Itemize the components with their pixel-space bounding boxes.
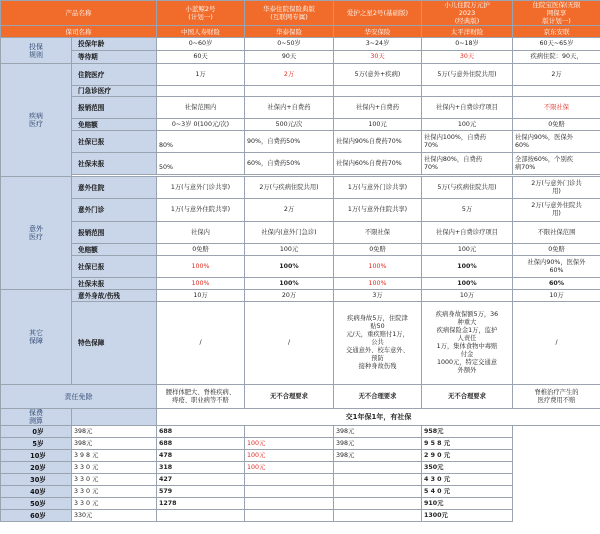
cell: 3万 [334, 290, 422, 302]
product-2-name: 华泰住院保险典版 (互联网专属) [245, 1, 334, 26]
premium-cell: 100元 [245, 462, 334, 474]
cell [422, 86, 513, 97]
insurer-4: 太平洋财险 [422, 26, 513, 38]
label-accident-inpatient: 意外住院 [72, 177, 157, 199]
cell: 0免赔 [513, 119, 600, 131]
cell: 10万 [422, 290, 513, 302]
cell: 2万 [245, 199, 334, 222]
cell: 社保内+自费诊疗项目 [422, 222, 513, 244]
premium-age-label: 50岁 [1, 498, 72, 510]
cell: 脊椎治疗产生的 医疗费用不赔 [513, 385, 600, 409]
cell: 60天~65岁 [513, 38, 600, 51]
cell: / [245, 302, 334, 385]
cell: 20万 [245, 290, 334, 302]
cell: 100% [422, 278, 513, 290]
premium-cell: 958元 [422, 426, 513, 438]
insurer-2: 华泰保险 [245, 26, 334, 38]
cell: 5万(意外+疾病) [334, 64, 422, 86]
cell: 100元 [422, 119, 513, 131]
product-1-name: 小蓝鲸2号 (计划一) [157, 1, 245, 26]
product-3-name: 爱护之星2号(基础版) [334, 1, 422, 26]
cell [334, 86, 422, 97]
cell: 0免赔 [334, 244, 422, 256]
premium-cell: 1278 [157, 498, 245, 510]
premium-cell [245, 498, 334, 510]
premium-cell: 398元 [334, 426, 422, 438]
premium-age-label: 10岁 [1, 450, 72, 462]
cell: 100% [157, 278, 245, 290]
cell: 10万 [157, 290, 245, 302]
cell: 社保内90%自费药70% [334, 131, 422, 153]
premium-cell: 5 4 0 元 [422, 486, 513, 498]
premium-age-label: 60岁 [1, 510, 72, 522]
insurer-3: 华安保险 [334, 26, 422, 38]
premium-cell: 398元 [72, 426, 157, 438]
cell: 0~50岁 [245, 38, 334, 51]
cell: 社保内100%，自费药 70% [422, 131, 513, 153]
premium-note: 交1年保1年，有社保 [157, 409, 600, 426]
cell: 60% [513, 278, 600, 290]
cell: 无不合理要求 [334, 385, 422, 409]
label-inpatient: 住院医疗 [72, 64, 157, 86]
section-rules: 投保 规则 [1, 38, 72, 64]
label-with-social: 社保已报 [72, 131, 157, 153]
cell: 1万 [157, 64, 245, 86]
cell: 100% [245, 278, 334, 290]
insurer-5: 京东安联 [513, 26, 600, 38]
cell: 2万(与疾病住院共用) [245, 177, 334, 199]
cell: 10万 [513, 290, 600, 302]
cell: 5万 [422, 199, 513, 222]
cell: 2万 [245, 64, 334, 86]
cell [157, 86, 245, 97]
cell: 社保内 [157, 222, 245, 244]
cell: 50% [157, 153, 245, 175]
label-deductible: 免赔额 [72, 119, 157, 131]
label-death: 意外身故/伤残 [72, 290, 157, 302]
premium-cell [245, 510, 334, 522]
label-accident-with-social: 社保已报 [72, 256, 157, 278]
label-accident-scope: 报销范围 [72, 222, 157, 244]
premium-cell: 3 3 0 元 [72, 486, 157, 498]
premium-cell: 3 3 0 元 [72, 462, 157, 474]
cell: 0~18岁 [422, 38, 513, 51]
premium-cell [245, 474, 334, 486]
product-4-name: 小儿住院万元护 2023 (经典版) [422, 1, 513, 26]
cell: 不限社保 [513, 97, 600, 119]
cell: 100% [334, 278, 422, 290]
cell: 社保范围内 [157, 97, 245, 119]
insurer-1: 中国人寿财险 [157, 26, 245, 38]
premium-cell: 398元 [334, 438, 422, 450]
label-accident-outpatient: 意外门诊 [72, 199, 157, 222]
premium-cell: 1300元 [422, 510, 513, 522]
premium-cell: 688 [157, 438, 245, 450]
premium-age-label: 30岁 [1, 474, 72, 486]
cell: 500元/次 [245, 119, 334, 131]
cell: 疾病住院：90天， [513, 51, 600, 64]
cell: 无不合理要求 [422, 385, 513, 409]
cell: 0~3岁 0(100元/次) [157, 119, 245, 131]
label-accident-deductible: 免赔额 [72, 244, 157, 256]
cell [245, 86, 334, 97]
premium-cell: 3 9 8 元 [72, 450, 157, 462]
premium-cell [334, 462, 422, 474]
cell: 60%，自费药50% [245, 153, 334, 175]
product-5-name: 住院宝医保(无限 网保享 版计划一) [513, 1, 600, 26]
cell: 100元 [334, 119, 422, 131]
label-outpatient: 门急诊医疗 [72, 86, 157, 97]
premium-age-label: 40岁 [1, 486, 72, 498]
cell: 不限社保范围 [513, 222, 600, 244]
label-special: 特色保障 [72, 302, 157, 385]
premium-cell: 9 5 8 元 [422, 438, 513, 450]
premium-cell: 910元 [422, 498, 513, 510]
premium-cell: 398元 [334, 450, 422, 462]
cell: 全部按60%，个别疾 病70% [513, 153, 600, 175]
cell: 100元 [422, 244, 513, 256]
premium-age-label: 0岁 [1, 426, 72, 438]
premium-cell: 100元 [245, 438, 334, 450]
product-name-header: 产品名称 [1, 1, 157, 26]
label-accident-without-social: 社保未报 [72, 278, 157, 290]
premium-cell [334, 486, 422, 498]
cell: 社保内+自费药 [334, 97, 422, 119]
cell: 不限社保 [334, 222, 422, 244]
label-without-social: 社保未报 [72, 153, 157, 175]
premium-cell [245, 486, 334, 498]
section-premium: 保费 测算 [1, 409, 72, 426]
cell: 社保内+自费药 [245, 97, 334, 119]
cell: 100% [334, 256, 422, 278]
cell: 90天 [245, 51, 334, 64]
cell: 5万(与疾病住院共用) [422, 177, 513, 199]
label-wait: 等待期 [72, 51, 157, 64]
cell: 2万(与意外住院共 用) [513, 199, 600, 222]
cell: 无不合理要求 [245, 385, 334, 409]
cell: 社保内90%，医保外 60% [513, 256, 600, 278]
premium-cell [157, 510, 245, 522]
cell: 社保内+自费诊疗项目 [422, 97, 513, 119]
premium-cell: 478 [157, 450, 245, 462]
cell: 1万(与意外住院共享) [334, 199, 422, 222]
cell: 社保内80%，自费药 70% [422, 153, 513, 175]
section-accident: 意外 医疗 [1, 177, 72, 290]
premium-cell [334, 474, 422, 486]
premium-age-label: 20岁 [1, 462, 72, 474]
premium-cell: 579 [157, 486, 245, 498]
cell: 疾病身故保额5万，36 种重大 疾病保险金1万，监护 人责任 1万，集体食物中毒赔 付金 1000元，特定交通意 外额外 [422, 302, 513, 385]
cell: 腰样体肥大、脊椎疾病、 痔疮、职业病等不赔 [157, 385, 245, 409]
section-other: 其它 保障 [1, 290, 72, 385]
premium-cell [334, 498, 422, 510]
cell: 社保内90%，医保外 60% [513, 131, 600, 153]
premium-cell: 427 [157, 474, 245, 486]
cell: 0免赔 [513, 244, 600, 256]
cell: 100元 [245, 244, 334, 256]
premium-cell: 398元 [72, 438, 157, 450]
premium-age-label: 5岁 [1, 438, 72, 450]
cell: 100% [422, 256, 513, 278]
label-scope: 报销范围 [72, 97, 157, 119]
cell: 社保内60%自费药70% [334, 153, 422, 175]
cell: 0免赔 [157, 244, 245, 256]
cell: 80% [157, 131, 245, 153]
cell: 30天 [422, 51, 513, 64]
cell: 1万(与意外住院共享) [157, 199, 245, 222]
premium-cell [334, 510, 422, 522]
premium-cell: 3 3 0 元 [72, 474, 157, 486]
cell: 100% [157, 256, 245, 278]
cell: / [157, 302, 245, 385]
premium-cell: 2 9 0 元 [422, 450, 513, 462]
cell: 1万(与意外门诊共享) [157, 177, 245, 199]
section-disease: 疾病 医疗 [1, 64, 72, 177]
premium-cell: 4 3 0 元 [422, 474, 513, 486]
premium-cell [245, 426, 334, 438]
cell: 5万(与意外住院共用) [422, 64, 513, 86]
premium-cell: 688 [157, 426, 245, 438]
cell: 60天 [157, 51, 245, 64]
cell: 3~24岁 [334, 38, 422, 51]
cell: 疾病身故5万，住院津 贴50 元/天，重疾赔付1万， 公共 交通意外、校车意外、 预防 接种身故伤残 [334, 302, 422, 385]
blank [72, 409, 157, 426]
premium-cell: 318 [157, 462, 245, 474]
cell: 100% [245, 256, 334, 278]
cell: 2万 [513, 64, 600, 86]
premium-cell: 350元 [422, 462, 513, 474]
cell: 1万(与意外门诊共享) [334, 177, 422, 199]
cell: / [513, 302, 600, 385]
premium-cell: 3 3 0 元 [72, 498, 157, 510]
cell: 90%，自费药50% [245, 131, 334, 153]
label-exclusions: 责任免除 [1, 385, 157, 409]
cell: 2万(与意外门诊共 用) [513, 177, 600, 199]
cell: 0~60岁 [157, 38, 245, 51]
premium-cell: 100元 [245, 450, 334, 462]
cell: 30天 [334, 51, 422, 64]
insurer-header: 保司名称 [1, 26, 157, 38]
cell: 社保内(意外门急诊) [245, 222, 334, 244]
cell [513, 86, 600, 97]
label-age: 投保年龄 [72, 38, 157, 51]
premium-cell: 330元 [72, 510, 157, 522]
